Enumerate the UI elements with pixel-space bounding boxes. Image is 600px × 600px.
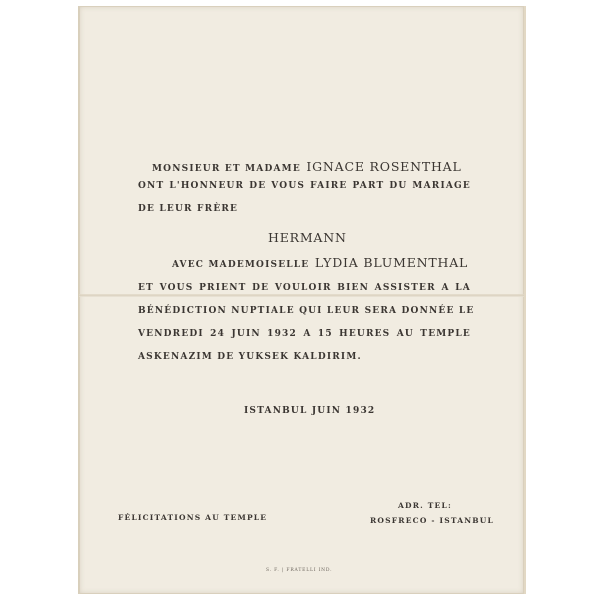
line-5	[172, 252, 468, 271]
paragraph-line-4: ASKENAZIM DE YUKSEK KALDIRIM.	[138, 352, 362, 362]
footer-address-value: ROSFRECO - ISTANBUL	[370, 516, 495, 525]
paragraph-line-2: BÉNÉDICTION NUPTIALE QUI LEUR SERA DONNÉE LE	[138, 306, 475, 316]
line-3: DE LEUR FRÈRE	[138, 204, 239, 214]
line-1	[152, 156, 462, 175]
invitation-card	[78, 6, 526, 594]
place-date: ISTANBUL JUIN 1932	[244, 406, 376, 416]
bride-name: LYDIA BLUMENTHAL	[314, 255, 469, 270]
line-5-prefix: AVEC MADEMOISELLE	[172, 260, 310, 270]
line-2: ONT L'HONNEUR DE VOUS FAIRE PART DU MARIAGE	[138, 181, 471, 191]
line-1-prefix: MONSIEUR ET MADAME	[152, 164, 301, 174]
footer-address-label: ADR. TEL:	[398, 501, 452, 510]
footer-left-note: FÉLICITATIONS AU TEMPLE	[118, 513, 268, 522]
paragraph-line-1: ET VOUS PRIENT DE VOULOIR BIEN ASSISTER A LA	[138, 283, 471, 293]
line-1-names: IGNACE ROSENTHAL	[306, 159, 462, 174]
paragraph-line-3: VENDREDI 24 JUIN 1932 A 15 HEURES AU TEMPLE	[138, 329, 471, 339]
printer-mark: S. F. | FRATELLI IND.	[266, 568, 333, 573]
groom-name: HERMANN	[268, 230, 347, 245]
